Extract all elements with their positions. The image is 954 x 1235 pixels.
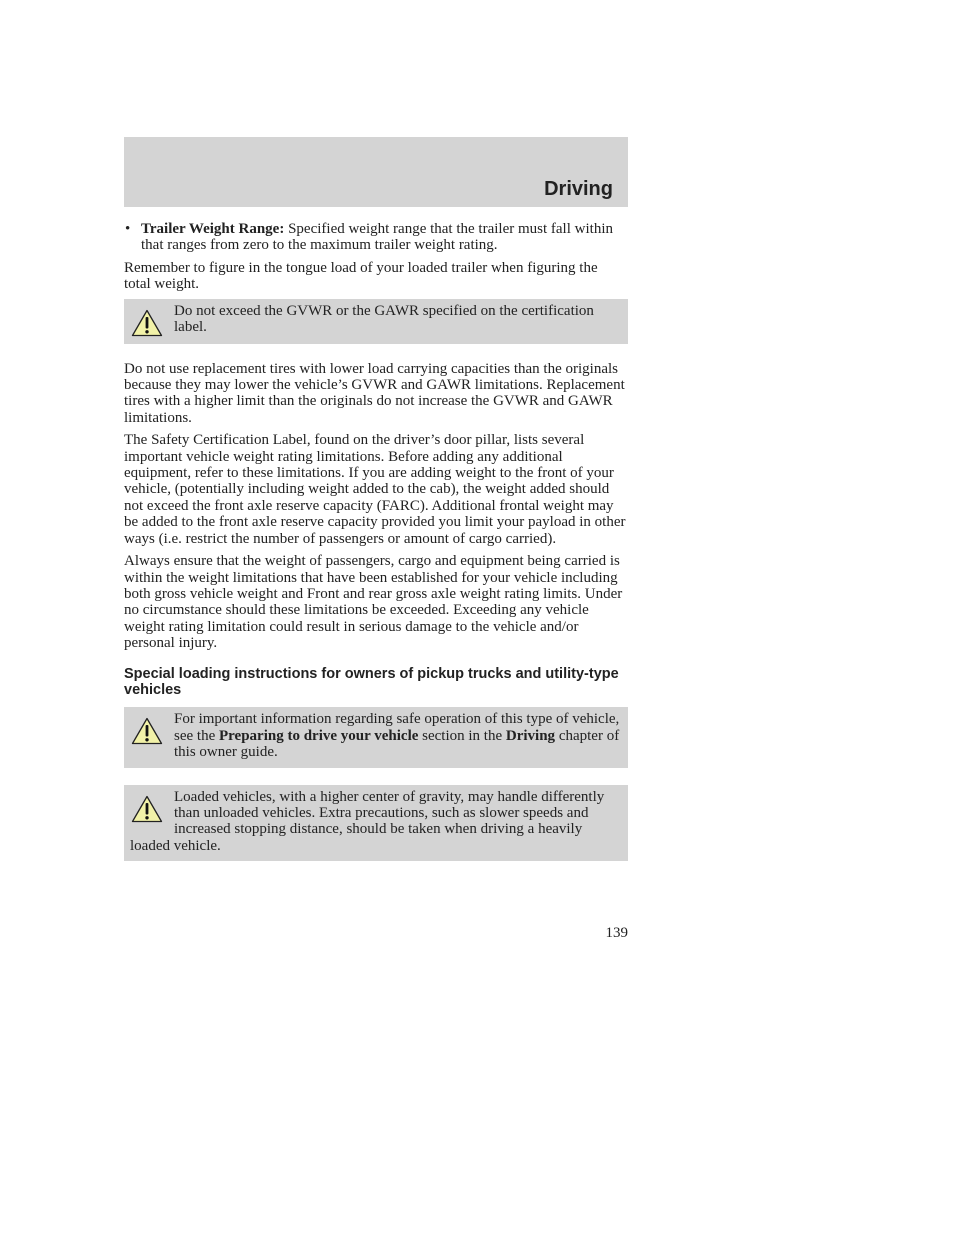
- warning-text: Loaded vehicles, with a higher center of gravity, may handle differently than unloaded vehicles. Extra precautions, such as slower speeds and increased stopping distance, should be taken when driving a heavily loaded vehicle.: [130, 788, 605, 854]
- warning-text: section in the: [418, 727, 506, 744]
- warning-text: For important information regarding safe operation of this type of vehicle, see the: [174, 711, 620, 744]
- page-number: 139: [605, 925, 628, 941]
- paragraph-tongue-load: Remember to figure in the tongue load of your loaded trailer when figuring the total weight.: [124, 259, 598, 293]
- warning-triangle-icon: [131, 795, 163, 823]
- warning-bold-chapter: Driving: [505, 727, 556, 744]
- section-header: [124, 137, 628, 207]
- section-title: Driving: [544, 178, 613, 200]
- warning-box-loaded-vehicles: [124, 785, 628, 862]
- paragraph-replacement-tires: Do not use replacement tires with lower load carrying capacities than the originals because they may lower the vehicle’s GVWR and GAWR limitations. Replacement tires with a higher limit than the originals do not increase the GVWR and GAWR limitations.: [124, 360, 625, 426]
- bullet-text: Specified weight range that the trailer must fall within that ranges from zero to the maximum trailer weight rating.: [141, 221, 613, 254]
- warning-triangle-icon: [131, 309, 163, 337]
- warning-text: Do not exceed the GVWR or the GAWR specified on the certification label.: [174, 302, 594, 336]
- bullet-term: Trailer Weight Range:: [141, 221, 285, 237]
- subheading-special-loading: Special loading instructions for owners of pickup trucks and utility-type vehicles: [124, 665, 619, 698]
- warning-box-safe-operation: [124, 707, 628, 767]
- page-content: [124, 221, 628, 878]
- warning-box-gvwr: [124, 299, 628, 344]
- bullet-dot-icon: •: [125, 221, 131, 237]
- bullet-item: [124, 221, 628, 254]
- warning-bold-reference: Preparing to drive your vehicle: [218, 727, 419, 744]
- warning-text: chapter of this owner guide.: [174, 727, 620, 761]
- warning-triangle-icon: [131, 717, 163, 745]
- paragraph-weight-limits: Always ensure that the weight of passengers, cargo and equipment being carried is within the weight limitations that have been established for your vehicle including both gross vehicle weight and Front and rear gross axle weight rating limits. Under no circumstance should these limitations be exceeded. Exceeding any vehicle weight rating limitation could result in serious damage to the vehicle and/or personal injury.: [124, 553, 623, 652]
- paragraph-certification-label: The Safety Certification Label, found on the driver’s door pillar, lists several important vehicle weight rating limitations. Before adding any additional equipment, refer to these limitations. If you are adding weight to the front of your vehicle, (potentially including weight added to the cab), the weight added should not exceed the front axle reserve capacity (FARC). Additional frontal weight may be added to the front axle reserve capacity provided you limit your payload in other ways (i.e. restrict the number of passengers or amount of cargo carried).: [124, 432, 626, 547]
